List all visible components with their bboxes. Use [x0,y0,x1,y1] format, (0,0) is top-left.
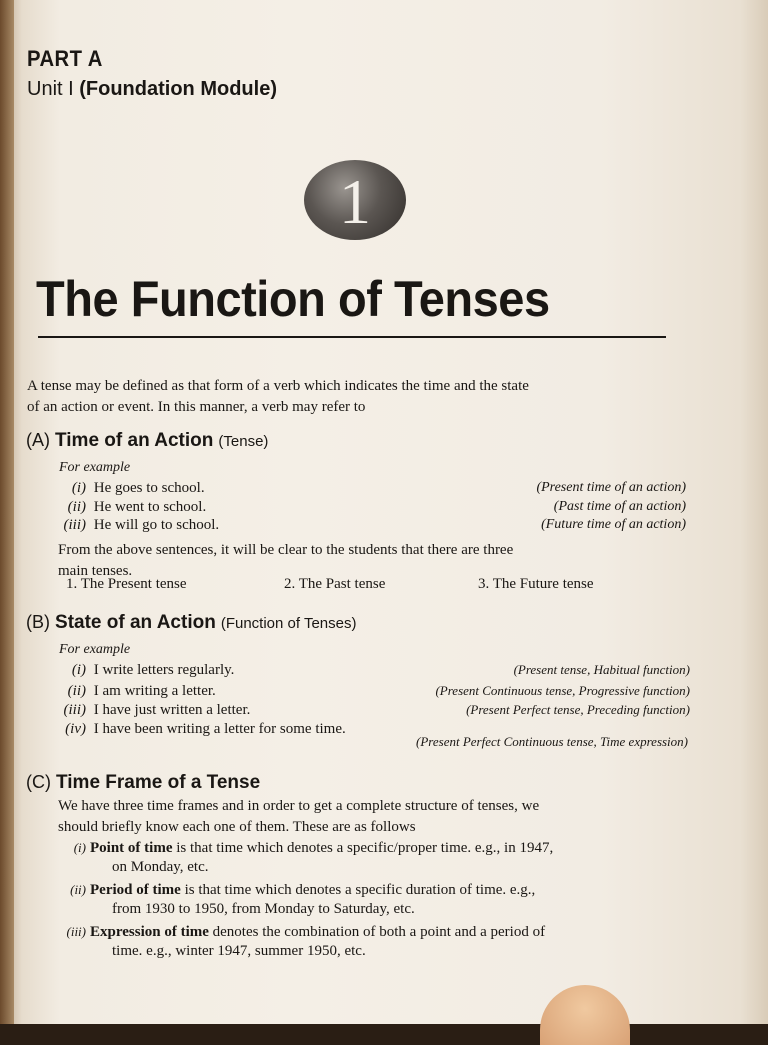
section-c-label: (C) [26,772,51,792]
tense-future: 3. The Future tense [478,576,594,592]
section-b-paren: (Function of Tenses) [220,615,357,632]
item-number: (i) [73,840,86,855]
unit-name: (Foundation Module) [79,78,277,100]
item-number: (ii) [70,882,86,897]
item-note: (Present Continuous tense, Progressive function) [435,683,690,698]
intro-line-2: of an action or event. In this manner, a verb may refer to [27,399,366,415]
item-term: Expression of time [90,924,209,940]
item-text: I have been writing a letter for some time. [93,721,346,737]
section-b-title: State of an Action [55,612,216,633]
section-c-title: Time Frame of a Tense [56,772,261,793]
section-c-intro-line-2: should briefly know each one of them. These are as follows [58,819,416,835]
item-note: (Future time of an action) [541,517,686,532]
section-b-item-2 [50,681,690,701]
item-line-1: denotes the combination of both a point and a period of [208,924,546,940]
section-c-item-1 [50,838,690,877]
unit-label [27,78,277,101]
item-number: (ii) [67,499,86,515]
section-b-last-note: (Present Perfect Continuous tense, Time expression) [416,734,688,749]
section-a-label: (A) [26,430,50,450]
item-note: (Present tense, Habitual function) [513,662,690,677]
item-number: (i) [71,662,86,678]
item-note: (Past time of an action) [553,499,686,514]
section-a-item-3 [50,515,690,535]
section-a-item-1 [50,478,690,498]
section-c-item-2 [50,880,690,919]
tense-past: 2. The Past tense [284,576,386,592]
item-text: He went to school. [93,499,207,515]
item-line-2: time. e.g., winter 1947, summer 1950, etc. [112,943,366,959]
item-line-2: from 1930 to 1950, from Monday to Saturday, etc. [112,901,415,917]
title-underline [38,336,666,338]
section-c-intro [58,796,698,838]
section-a-paren: (Tense) [218,433,269,450]
tense-present: 1. The Present tense [66,576,187,592]
section-a-title: Time of an Action [55,430,214,451]
section-a-for-example: For example [59,460,131,475]
item-number: (iv) [65,721,86,737]
item-text: I am writing a letter. [93,683,216,699]
item-line-1: is that time which denotes a specific/proper time. e.g., in 1947, [172,840,554,856]
section-b-heading [26,612,356,634]
summary-line-1: From the above sentences, it will be clear to the students that there are three [58,542,514,558]
section-c-heading [26,772,260,794]
summary-line-2: main tenses. [58,563,133,579]
chapter-title: The Function of Tenses [36,271,550,327]
item-number: (iii) [66,924,86,939]
item-term: Point of time [90,840,173,856]
item-number: (iii) [63,702,86,718]
item-text: I write letters regularly. [93,662,235,678]
section-b-for-example: For example [59,642,131,657]
item-term: Period of time [90,882,181,898]
chapter-number-badge [304,160,406,240]
section-c-item-3 [50,922,690,961]
item-number: (i) [71,480,86,496]
section-c-intro-line-1: We have three time frames and in order to get a complete structure of tenses, we [58,798,540,814]
section-b-item-3 [50,700,690,720]
book-spine [0,0,14,1024]
item-number: (ii) [67,683,86,699]
item-text: He goes to school. [93,480,205,496]
item-note: (Present Perfect tense, Preceding function) [466,702,690,717]
unit-prefix: Unit I [27,78,74,100]
intro-paragraph [27,376,692,418]
thumb-photo-artifact [540,985,630,1045]
section-b-label: (B) [26,612,50,632]
item-number: (iii) [63,517,86,533]
part-label: PART A [27,46,103,71]
item-note: (Present time of an action) [536,480,686,495]
section-a-heading [26,430,268,452]
item-line-2: on Monday, etc. [112,859,209,875]
intro-line-1: A tense may be defined as that form of a verb which indicates the time and the state [27,378,529,394]
section-b-item-1 [50,660,690,680]
chapter-number: 1 [339,166,371,237]
section-a-item-2 [50,497,690,517]
item-text: I have just written a letter. [93,702,251,718]
item-line-1: is that time which denotes a specific duration of time. e.g., [180,882,536,898]
item-text: He will go to school. [93,517,220,533]
